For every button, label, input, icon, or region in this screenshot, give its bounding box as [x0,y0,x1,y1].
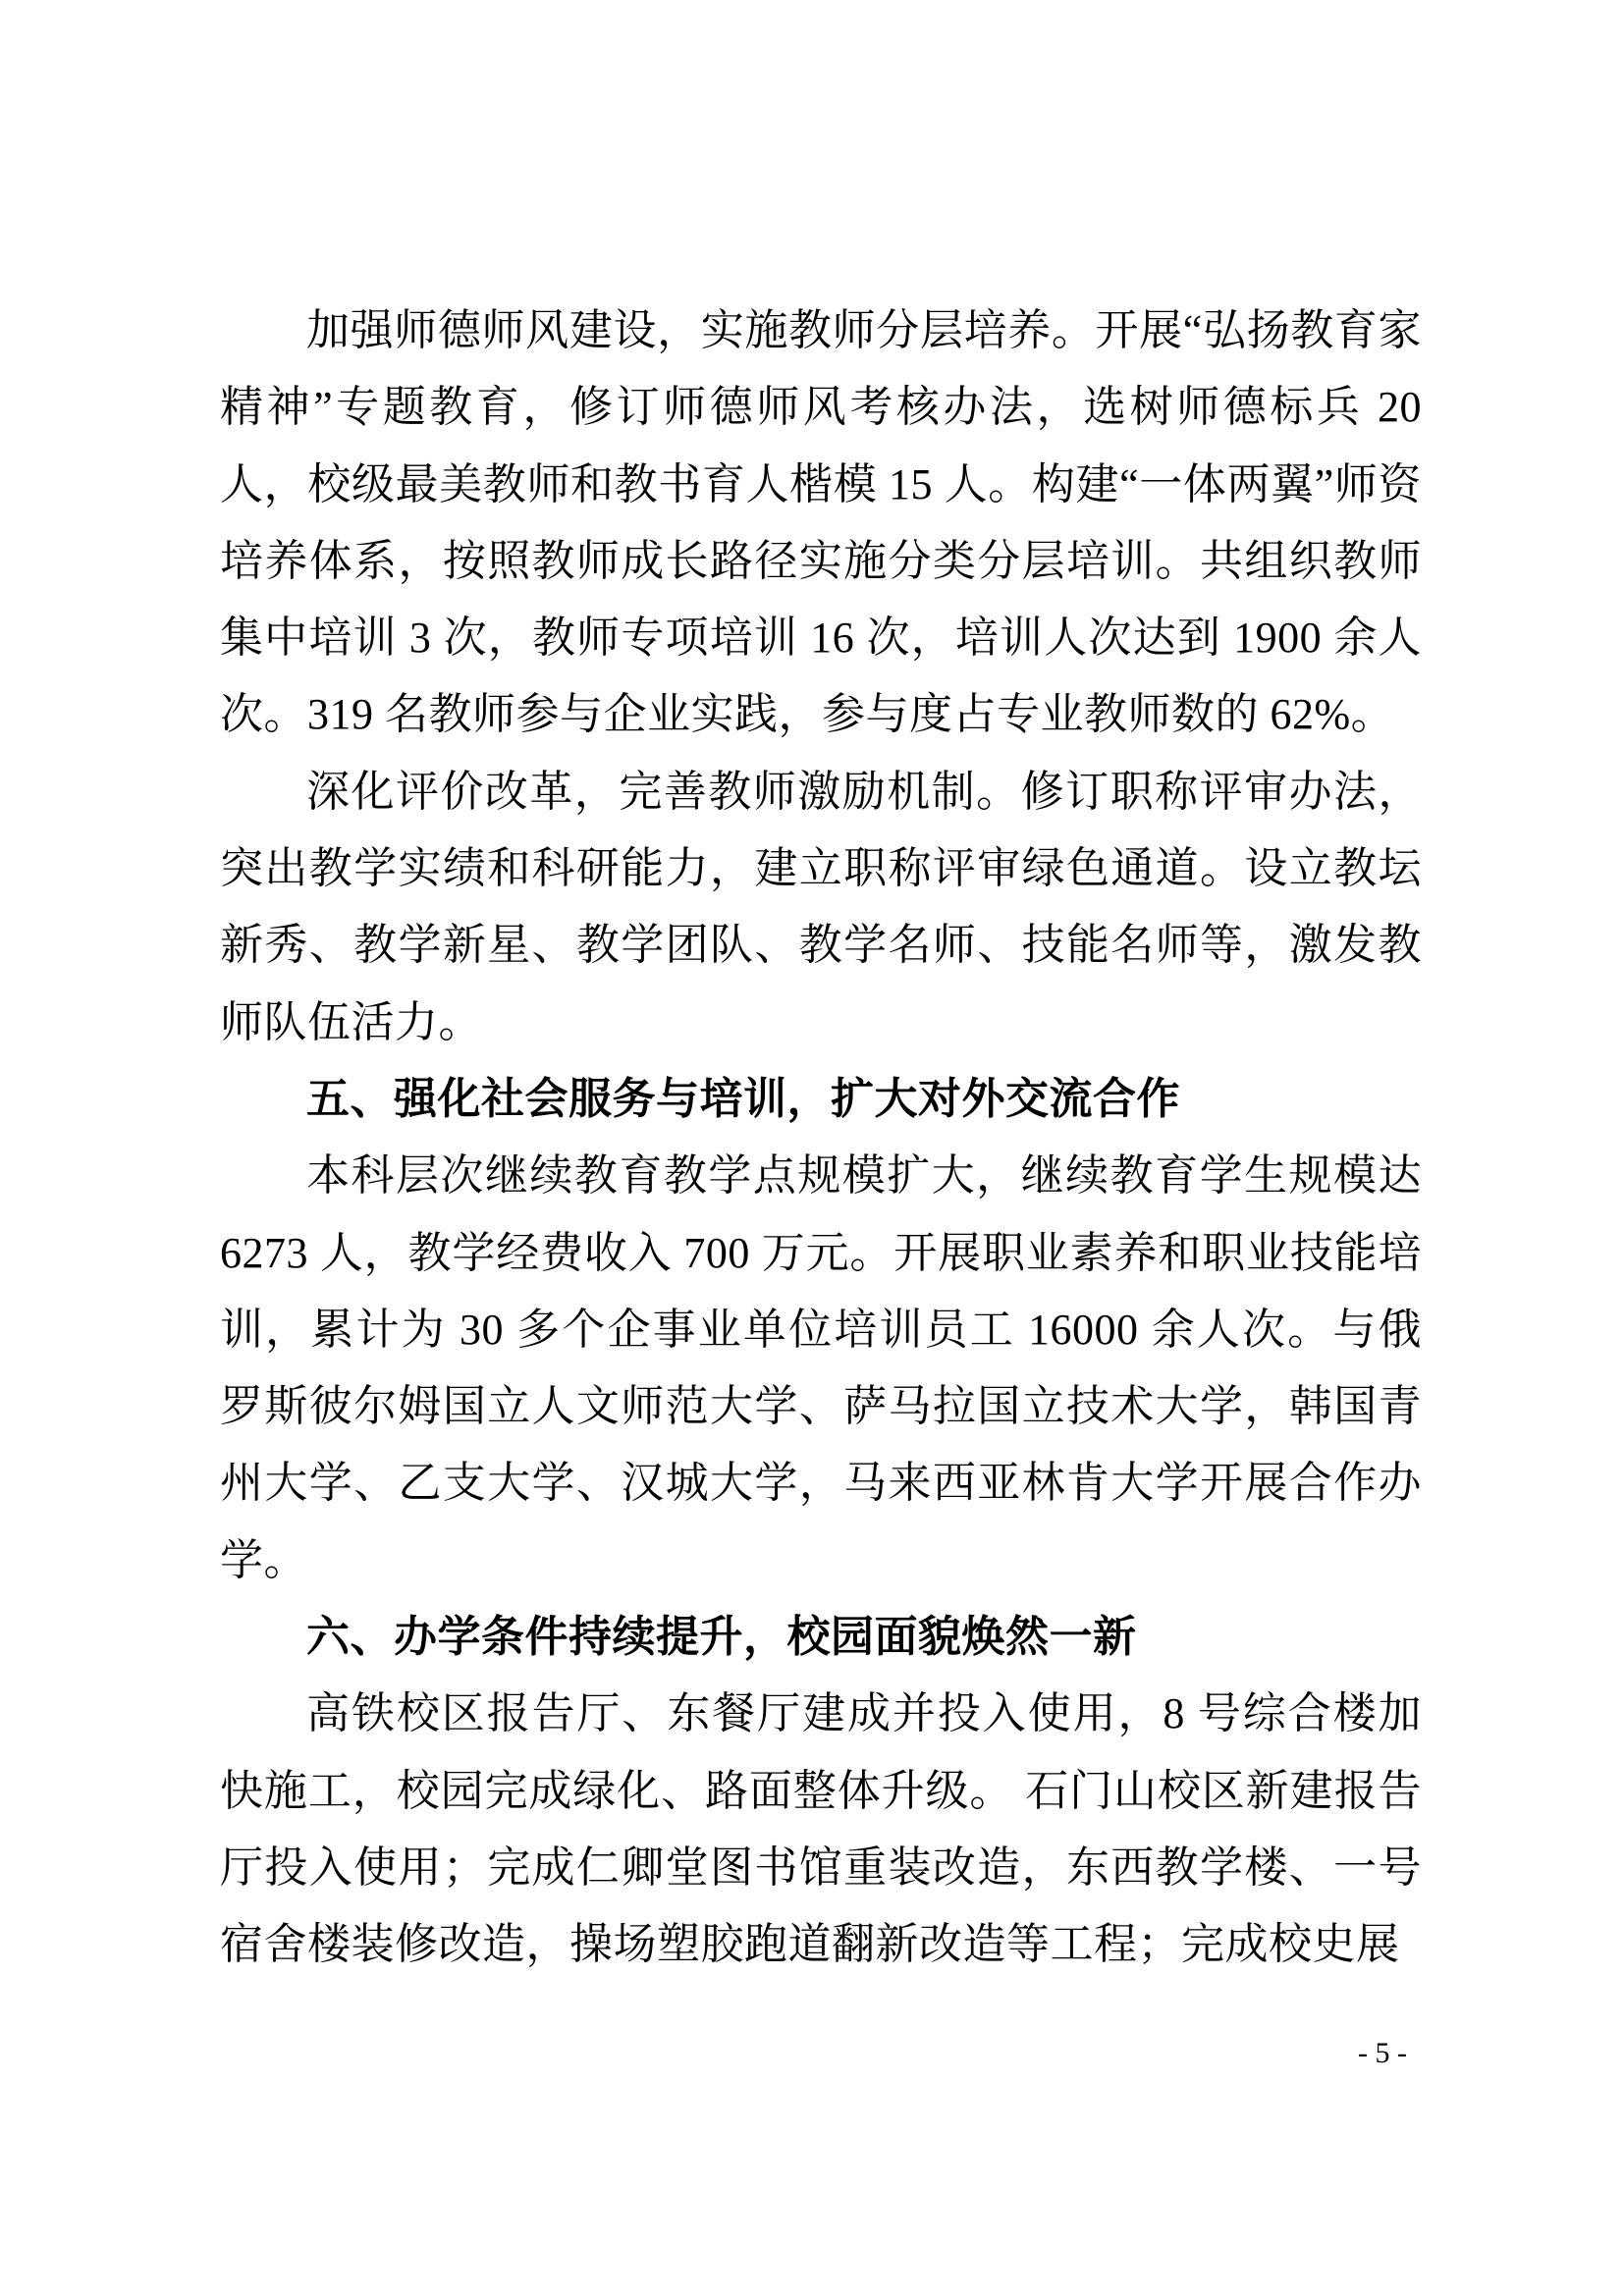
body-paragraph: 深化评价改革，完善教师激励机制。修订职称评审办法，突出教学实绩和科研能力，建立职称评审绿色通道。设立教坛新秀、教学新星、教学团队、教学名师、技能名师等，激发教师队伍活力。 [220,767,1422,1046]
section-heading: 五、强化社会服务与培训，扩大对外交流合作 [306,1074,1180,1123]
body-paragraph: 加强师德师风建设，实施教师分层培养。开展“弘扬教育家精神”专题教育，修订师德师风考核办法，选树师德标兵 20 人，校级最美教师和教书育人楷模 15 人。构建“一体两翼”师资培养体系，按照教师成长路径实施分类分层培训。共组织教师集中培训 3 次，教师专项培训 16 次，培训人次达到 1900 余人次。319 名教师参与企业实践，参与度占专业教师数的 62%。 [220,306,1422,739]
section-heading: 六、办学条件持续提升，校园面貌焕然一新 [306,1613,1137,1662]
document-body [220,293,1422,1984]
body-paragraph: 高铁校区报告厅、东餐厅建成并投入使用，8 号综合楼加快施工，校园完成绿化、路面整体升级。 石门山校区新建报告厅投入使用；完成仁卿堂图书馆重装改造，东西教学楼、一号宿舍楼装修改造，操场塑胶跑道翻新改造等工程；完成校史展 [220,1689,1422,1969]
page-number: - 5 - [1358,2037,1407,2069]
body-paragraph: 本科层次继续教育教学点规模扩大，继续教育学生规模达 6273 人，教学经费收入 700 万元。开展职业素养和职业技能培训，累计为 30 多个企事业单位培训员工 16000 余人次。与俄罗斯彼尔姆国立人文师范大学、萨马拉国立技术大学，韩国青州大学、乙支大学、汉城大学，马来西亚林肯大学开展合作办学。 [220,1151,1422,1584]
